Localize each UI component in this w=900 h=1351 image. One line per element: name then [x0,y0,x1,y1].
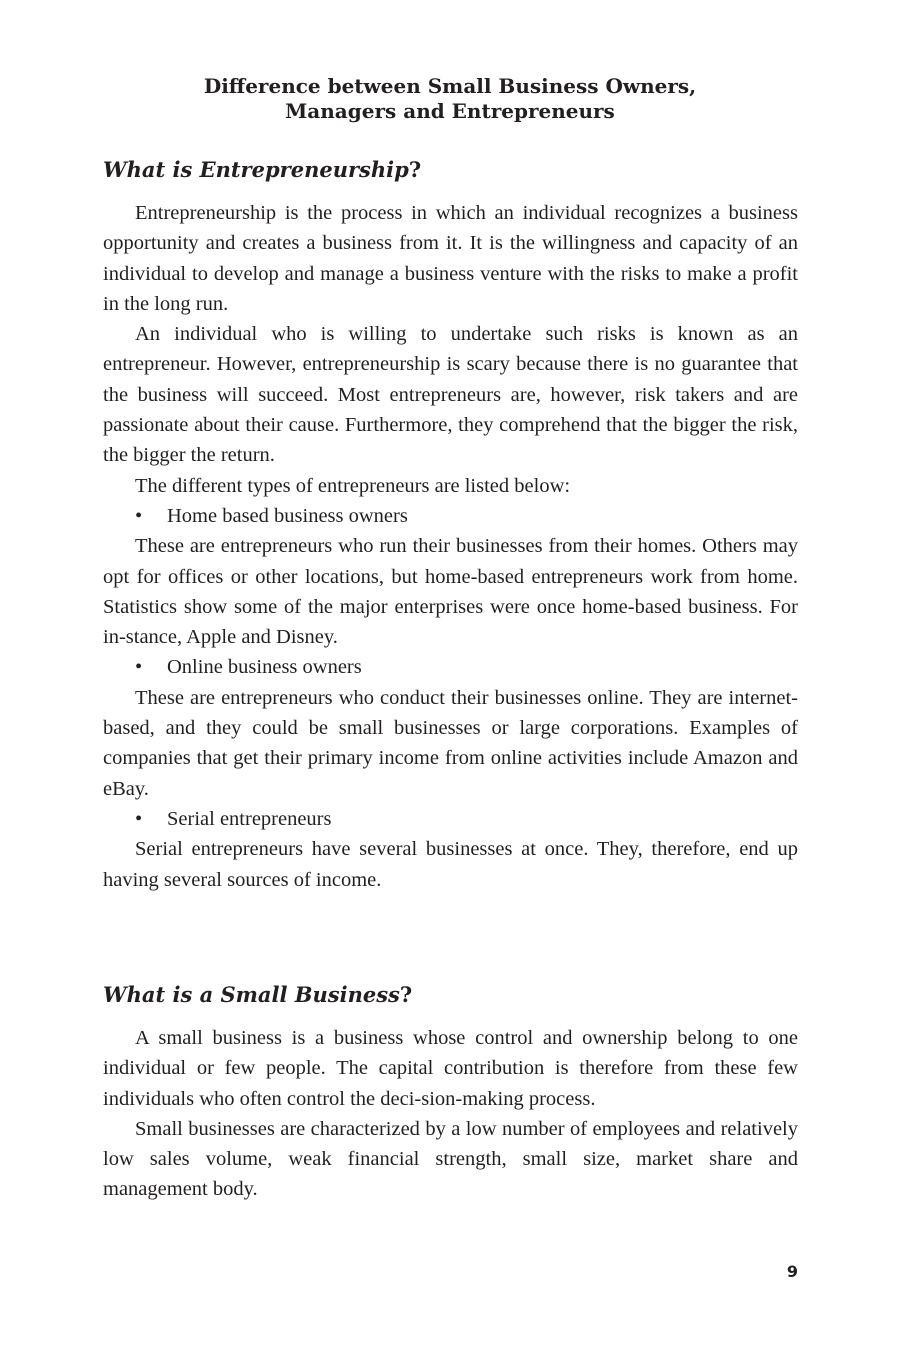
section-heading-question-mark: ? [399,982,413,1007]
section-heading-text: What is a Small Business [103,982,400,1007]
paragraph: The different types of entrepreneurs are listed below: [135,474,571,497]
paragraph: Entrepreneurship is the process in which an individual recognizes a business opportunity and creates a business from it. It is the willingness and capacity of an individual to develop and manage a business venture with the risks to make a profit in the long run. [103,202,798,315]
paragraph: An individual who is willing to undertake such risks is known as an entrepreneur. However, entrepreneurship is scary because there is no guarantee that the business will succeed. Most entrepreneurs are, however, risk takers and are passionate about their cause. Furthermore, they comprehend that the bigger the risk, the bigger the return. [103,323,798,467]
paragraph: A small business is a business whose control and ownership belong to one individual or few people. The capital contribution is therefore from these few individuals who often control the deci-sion-making process. [103,1027,798,1110]
bullet-label: Home based business owners [167,504,408,527]
paragraph: Small businesses are characterized by a low number of employees and relatively low sales volume, weak financial strength, small size, market share and management body. [103,1117,798,1201]
bullet-glyph: • [135,656,143,679]
section-heading-question-mark: ? [408,157,422,182]
paragraph: These are entrepreneurs who conduct their businesses online. They are internet-based, and they could be small businesses or large corporations. Examples of companies that get their primary income from online activities include Amazon and eBay. [103,686,798,800]
bullet-item [103,652,798,682]
paragraph: Serial entrepreneurs have several businesses at once. They, therefore, end up having several sources of income. [103,838,798,891]
bullet-glyph: • [135,807,143,830]
page-title-line-2: Managers and Entrepreneurs [285,99,615,123]
page-title-line-1: Difference between Small Business Owners, [203,74,697,98]
bullet-glyph: • [135,504,143,527]
section-heading-entrepreneurship [103,157,421,183]
bullet-label: Online business owners [167,656,362,679]
bullet-label: Serial entrepreneurs [167,807,332,830]
section-body-entrepreneurship [103,198,798,895]
section-body-small-business [103,1023,798,1205]
bullet-item [103,804,798,834]
bullet-item [103,501,798,531]
section-heading-text: What is Entrepreneurship [103,157,409,182]
paragraph: These are entrepreneurs who run their businesses from their homes. Others may opt for offices or other locations, but home-based entrepreneurs work from home. Statistics show some of the major enterprises were once home-based business. For in-stance, Apple and Disney. [103,535,798,649]
page-number: 9 [786,1262,798,1281]
section-heading-small-business [103,982,412,1008]
page-title [150,74,750,124]
